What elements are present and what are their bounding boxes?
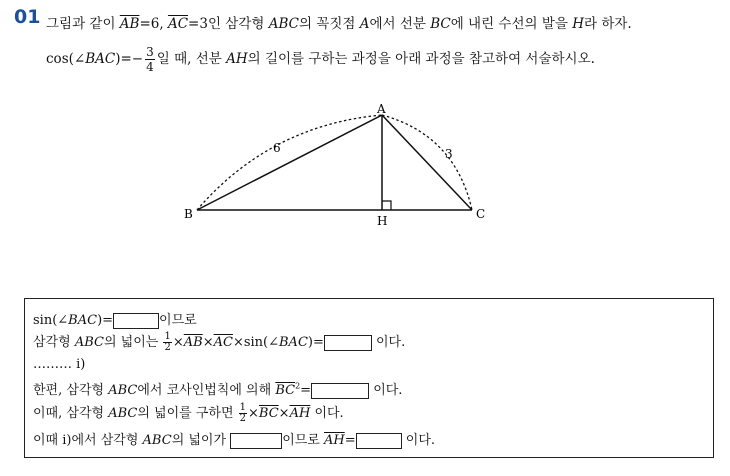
answer-blank-area[interactable] bbox=[324, 335, 372, 351]
question-number: 01 bbox=[14, 6, 41, 28]
label-c: C bbox=[476, 207, 486, 221]
label-h: H bbox=[377, 214, 388, 228]
solution-row-2: 삼각형 ABC의 넓이는 $\frac{1}{2}$ $\times\overline{AB}\times\overline{AC}\times\sin(\angle BAC)=$ 이다. bbox=[33, 331, 406, 353]
question-line-1: 그림과 같이 $\overline{AB}=6$, $\overline{AC}=3$인 삼각형 ABC의 꼭짓점 A에서 선분 BC에 내린 수선의 발을 H라 하자. bbox=[46, 16, 632, 32]
label-b: B bbox=[184, 207, 193, 221]
answer-blank-ah[interactable] bbox=[356, 433, 402, 449]
solution-row-4: 한편, 삼각형 ABC에서 코사인법칙에 의해 $\overline{BC}^2=$ 이다. bbox=[33, 381, 403, 398]
question-line-2: cos(∠BAC)=− $\frac{3}{4}$ 일 때, 선분 AH의 길이를 구하는 과정을 아래 과정을 참고하여 서술하시오. bbox=[46, 45, 595, 74]
solution-box bbox=[24, 298, 714, 458]
answer-blank-bc-squared[interactable] bbox=[311, 383, 369, 399]
solution-row-3: ……… ⅰ) bbox=[33, 357, 86, 372]
solution-row-5: 이때, 삼각형 ABC의 넓이를 구하면 $\frac{1}{2}$ $\times\overline{BC}\times\overline{AH}$ 이다. bbox=[33, 402, 344, 424]
label-side-3: 3 bbox=[445, 147, 453, 161]
triangle-figure bbox=[170, 100, 510, 235]
solution-row-1: sin(∠BAC)= 이므로 bbox=[33, 313, 197, 328]
answer-blank-sin[interactable] bbox=[113, 313, 159, 329]
side-ab bbox=[197, 115, 382, 210]
label-side-6: 6 bbox=[273, 141, 281, 155]
fraction-half-2: $\frac{1}{2}$ bbox=[239, 402, 247, 424]
label-a: A bbox=[377, 102, 386, 116]
right-angle-mark bbox=[382, 201, 391, 210]
fraction-three-quarters: $\frac{3}{4}$ bbox=[146, 45, 154, 74]
answer-blank-area-2[interactable] bbox=[230, 433, 282, 449]
side-ac bbox=[382, 115, 472, 210]
solution-row-6: 이때 ⅰ)에서 삼각형 ABC의 넓이가 이므로 $\overline{AH}=$ 이다. bbox=[33, 433, 436, 448]
fraction-half: $\frac{1}{2}$ bbox=[164, 331, 171, 353]
